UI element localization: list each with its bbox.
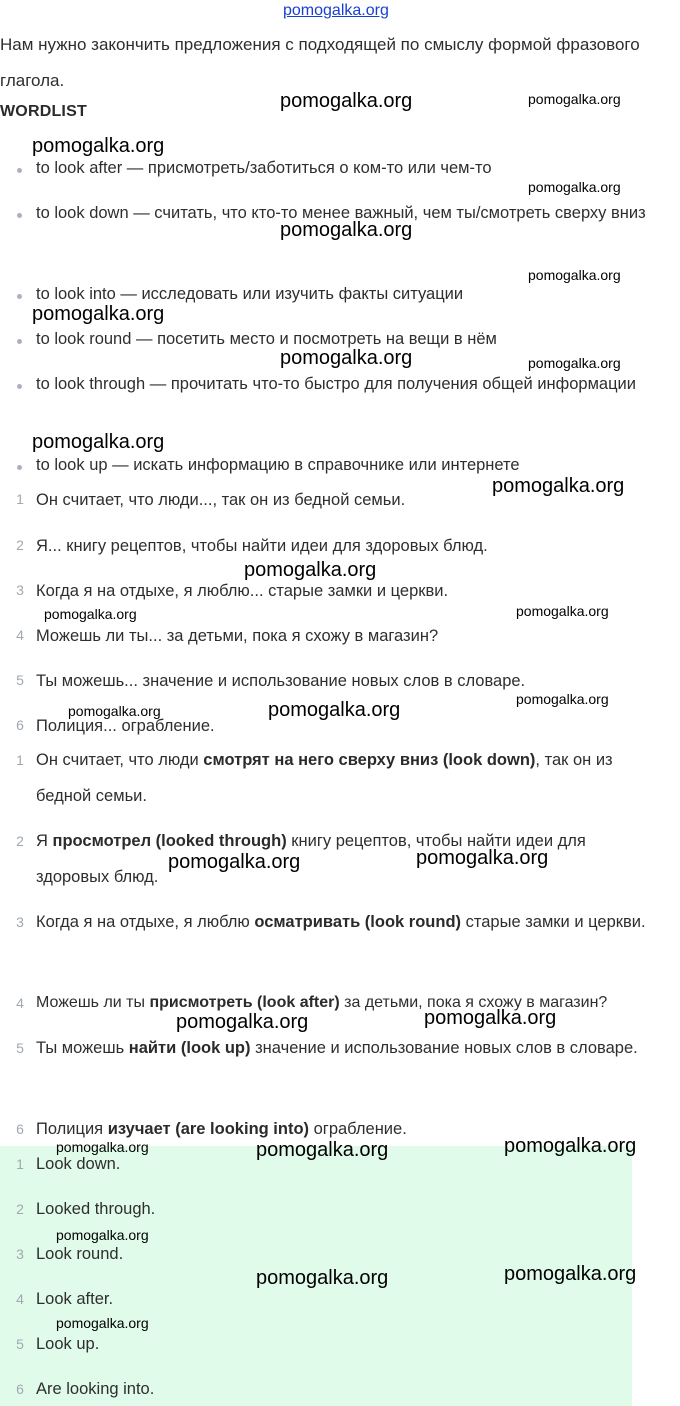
list-item: to look into — исследовать или изучить факты ситуации [36, 285, 464, 303]
watermark-text: pomogalka.org [516, 603, 609, 619]
task-number: 3 [16, 582, 24, 598]
explanation-number: 5 [16, 1040, 24, 1056]
explanation-number: 6 [16, 1121, 24, 1137]
watermark-text: pomogalka.org [504, 1135, 637, 1157]
watermark-text: pomogalka.org [56, 1315, 149, 1331]
task-number: 1 [16, 491, 24, 507]
task-item: Полиция... ограбление. [36, 717, 215, 735]
list-item: to look up — искать информацию в справочнике или интернете [36, 456, 520, 474]
watermark-text: pomogalka.org [268, 699, 401, 721]
bullet-icon [17, 339, 22, 344]
watermark-text: pomogalka.org [416, 847, 549, 869]
task-number: 2 [16, 537, 24, 553]
answer-item: Look down. [36, 1155, 121, 1173]
watermark-text: pomogalka.org [280, 219, 413, 241]
watermark-text: pomogalka.org [32, 135, 165, 157]
bullet-icon [17, 213, 22, 218]
explanation-item: Можешь ли ты присмотреть (look after) за детьми, пока я схожу в магазин? [36, 994, 608, 1011]
watermark-text: pomogalka.org [280, 90, 413, 112]
bullet-icon [17, 294, 22, 299]
answer-number: 4 [16, 1291, 24, 1307]
watermark-text: pomogalka.org [516, 691, 609, 707]
watermark-text: pomogalka.org [176, 1011, 309, 1033]
watermark-text: pomogalka.org [256, 1139, 389, 1161]
answer-number: 1 [16, 1156, 24, 1172]
task-item: Ты можешь... значение и использование новых слов в словаре. [36, 672, 526, 690]
watermark-text: pomogalka.org [32, 303, 165, 325]
bullet-icon [17, 168, 22, 173]
answer-item: Are looking into. [36, 1380, 155, 1398]
explanation-number: 2 [16, 833, 24, 849]
task-item: Он считает, что люди..., так он из бедной семьи. [36, 491, 406, 509]
watermark-text: pomogalka.org [244, 559, 377, 581]
task-item: Когда я на отдыхе, я люблю... старые замки и церкви. [36, 582, 449, 600]
watermark-text: pomogalka.org [280, 347, 413, 369]
watermark-text: pomogalka.org [528, 91, 621, 107]
answer-item: Look after. [36, 1290, 114, 1308]
explanation-item: Полиция изучает (are looking into) ограбление. [36, 1120, 407, 1138]
watermark-text: pomogalka.org [528, 355, 621, 371]
task-item: Я... книгу рецептов, чтобы найти идеи для здоровых блюд. [36, 537, 488, 555]
bullet-icon [17, 384, 22, 389]
answer-item: Look round. [36, 1245, 124, 1263]
explanation-item: Я просмотрел (looked through) книгу рецептов, чтобы найти идеи для здоровых блюд. [36, 832, 586, 886]
task-item: Можешь ли ты... за детьми, пока я схожу в магазин? [36, 627, 439, 645]
explanation-number: 1 [16, 752, 24, 768]
explanation-item: Он считает, что люди смотрят на него сверху вниз (look down), так он из бедной семьи. [36, 751, 613, 805]
explanation-item: Когда я на отдыхе, я люблю осматривать (look round) старые замки и церкви. [36, 913, 646, 931]
answer-number: 5 [16, 1336, 24, 1352]
watermark-text: pomogalka.org [32, 431, 165, 453]
watermark-text: pomogalka.org [504, 1263, 637, 1285]
wordlist-heading: WORDLIST [0, 103, 87, 120]
explanation-item: Ты можешь найти (look up) значение и использование новых слов в словаре. [36, 1039, 638, 1057]
task-number: 5 [16, 672, 24, 688]
header-link[interactable]: pomogalka.org [283, 2, 389, 19]
list-item: to look through — прочитать что-то быстро для получения общей информации [36, 375, 636, 393]
task-number: 4 [16, 627, 24, 643]
answer-number: 6 [16, 1381, 24, 1397]
list-item: to look round — посетить место и посмотреть на вещи в нём [36, 330, 497, 348]
answer-item: Look up. [36, 1335, 100, 1353]
watermark-text: pomogalka.org [168, 851, 301, 873]
watermark-text: pomogalka.org [56, 1139, 149, 1155]
list-item: to look down — считать, что кто-то менее важный, чем ты/смотреть сверху вниз [36, 204, 646, 222]
watermark-text: pomogalka.org [256, 1267, 389, 1289]
answer-number: 3 [16, 1246, 24, 1262]
explanation-number: 3 [16, 914, 24, 930]
list-item: to look after — присмотреть/заботиться о ком-то или чем-то [36, 159, 492, 177]
explanation-number: 4 [16, 995, 24, 1011]
intro-text: Нам нужно закончить предложения с подходящей по смыслу формой фразового глагола. [0, 35, 640, 90]
watermark-text: pomogalka.org [528, 179, 621, 195]
watermark-text: pomogalka.org [528, 267, 621, 283]
watermark-text: pomogalka.org [44, 606, 137, 622]
answer-item: Looked through. [36, 1200, 156, 1218]
watermark-text: pomogalka.org [492, 475, 625, 497]
answer-number: 2 [16, 1201, 24, 1217]
watermark-text: pomogalka.org [56, 1227, 149, 1243]
watermark-text: pomogalka.org [424, 1007, 557, 1029]
watermark-text: pomogalka.org [68, 703, 161, 719]
task-number: 6 [16, 717, 24, 733]
bullet-icon [17, 465, 22, 470]
